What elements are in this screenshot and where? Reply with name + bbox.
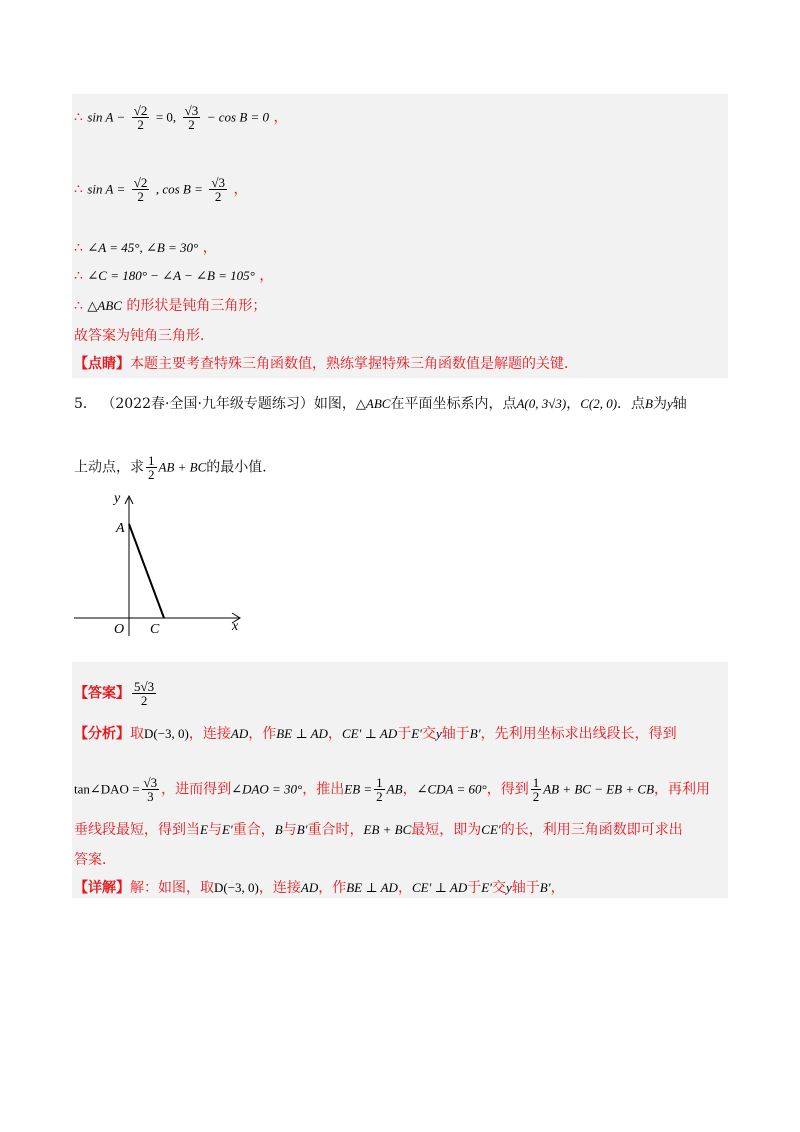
comment-label: 【点睛】 <box>74 356 130 372</box>
therefore-symbol: ∴ <box>74 268 83 284</box>
therefore-symbol: ∴ <box>74 298 83 314</box>
answer-fraction: $\frac{5√3}{2}$ <box>134 679 155 708</box>
analysis-line-1: 【分析】取D(−3, 0)，连接AD，作BE ⊥ AD，CE′ ⊥ AD于E′交y轴于B′，先利用坐标求出线段长，得到 <box>74 726 677 742</box>
label-y: y <box>114 491 121 506</box>
analysis-line-4: 答案． <box>74 852 116 868</box>
solution-line-6: 故答案为钝角三角形． <box>74 328 214 344</box>
label-c: C <box>150 622 160 637</box>
fraction: $\frac{√3}{3}$ <box>143 775 158 804</box>
analysis-label: 【分析】 <box>74 726 130 742</box>
label-o: O <box>114 622 125 637</box>
therefore-symbol: ∴ <box>74 240 83 256</box>
segment-ac <box>129 524 164 618</box>
therefore-symbol: ∴ <box>74 109 83 126</box>
comment-line: 【点睛】本题主要考查特殊三角函数值，熟练掌握特殊三角函数值是解题的关键． <box>74 356 578 372</box>
problem-line-2: 上动点，求 $\frac{1}{2}$ AB + BC的最小值． <box>74 453 277 482</box>
fraction: $\frac{√3}{2}$ <box>211 175 225 204</box>
label-x: x <box>232 619 239 634</box>
solution-line-3: ∴ ∠A = 45°, ∠B = 30° ， <box>74 240 217 256</box>
problem-source: （2022春·全国·九年级专题练习） <box>101 396 314 412</box>
fraction: $\frac{√3}{2}$ <box>184 103 199 132</box>
solution-line-5: ∴ △ABC 的形状是钝角三角形； <box>74 298 267 314</box>
answer-line <box>74 680 158 707</box>
solution-line-4: ∴ ∠C = 180° − ∠A − ∠B = 105° ， <box>74 268 274 284</box>
solution-line-1: ∴ sin A − $\frac{√2}{2}$ = 0, $\frac{√3}{2}$ − cos B = 0 ， <box>74 103 288 132</box>
detail-label: 【详解】 <box>74 880 130 896</box>
detail-line-1: 【详解】解：如图，取D(−3, 0)，连接AD，作BE ⊥ AD，CE′ ⊥ AD于E′交y轴于B′， <box>74 880 565 896</box>
problem-number: 5． <box>74 396 97 412</box>
fraction: $\frac{√2}{2}$ <box>133 103 148 132</box>
coordinate-figure <box>72 486 262 646</box>
answer-label: 【答案】 <box>74 685 130 702</box>
fraction: $\frac{1}{2}$ <box>376 775 383 804</box>
analysis-line-2: tan∠DAO = $\frac{√3}{3}$ ，进而得到∠DAO = 30°，推出EB = $\frac{1}{2}$ AB，∠CDA = 60°，得到 $\frac{1}{2}$ AB + BC − EB + CB，再利用 <box>74 775 711 804</box>
solution-line-2: ∴ sin A = $\frac{√2}{2}$ , cos B = $\frac{√3}{2}$ ， <box>74 175 248 204</box>
therefore-symbol: ∴ <box>74 181 83 198</box>
fraction: $\frac{1}{2}$ <box>148 453 155 482</box>
analysis-line-3: 垂线段最短，得到当E与E′重合，B与B′重合时，EB + BC最短，即为CE′的长，利用三角函数即可求出 <box>74 822 683 838</box>
fraction: $\frac{1}{2}$ <box>532 775 540 804</box>
label-a: A <box>116 521 125 536</box>
problem-line-1: 5． （2022春·全国·九年级专题练习）如图，△ABC在平面坐标系内，点A(0, 3√3)，C(2, 0)．点B为y轴 <box>74 396 687 412</box>
fraction: $\frac{√2}{2}$ <box>133 175 148 204</box>
